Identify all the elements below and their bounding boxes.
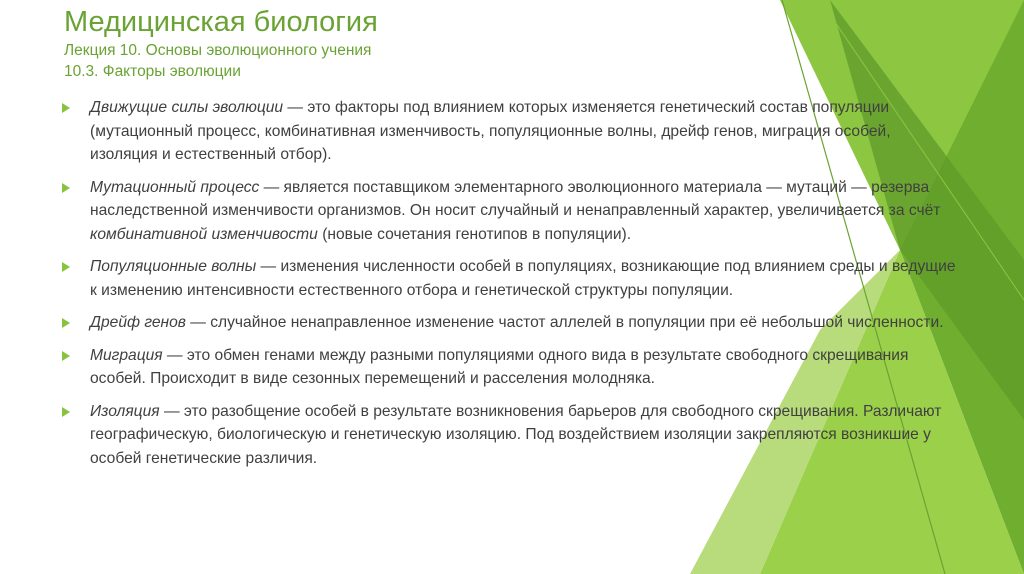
bullet-term: Дрейф генов <box>90 314 186 331</box>
bullet-text: — это факторы под влиянием которых изменяется генетический состав популяции (мутационный процесс, комбинативная изменчивость, популяционные волны, дрейф генов, миграция особей, изоляция и естественный отбор). <box>90 99 891 163</box>
bullet-term: Движущие силы эволюции <box>90 99 284 116</box>
bullet-item-isolation <box>62 400 962 471</box>
bullet-item-mutation <box>62 176 962 247</box>
bullet-text: — изменения численности особей в популяциях, возникающие под влиянием среды и ведущие к изменению интенсивности естественного отбора и генетической структуры популяции. <box>90 258 956 299</box>
lecture-subtitle: Лекция 10. Основы эволюционного учения <box>64 42 372 59</box>
title-block <box>64 4 378 82</box>
arrow-bullet-icon <box>62 262 70 272</box>
bullet-term: Миграция <box>90 346 163 364</box>
arrow-bullet-icon <box>62 103 70 113</box>
bullet-term-inline: комбинативной изменчивости <box>90 225 318 243</box>
bullet-term: Изоляция <box>90 402 160 420</box>
arrow-bullet-icon <box>62 183 70 193</box>
bullet-term: Мутационный процесс <box>90 178 260 196</box>
bullet-item-migration <box>62 344 962 391</box>
arrow-bullet-icon <box>62 407 70 417</box>
arrow-bullet-icon <box>62 318 70 328</box>
section-subtitle: 10.3. Факторы эволюции <box>64 63 241 80</box>
arrow-bullet-icon <box>62 351 70 361</box>
bullet-text: — случайное ненаправленное изменение частот аллелей в популяции при её небольшой численности. <box>185 314 944 331</box>
slide-title: Медицинская биология <box>64 6 378 38</box>
bullet-list <box>62 96 962 479</box>
bullet-text: — это обмен генами между разными популяциями одного вида в результате свободного скрещивания особей. Происходит в виде сезонных перемещений и расселения молодняка. <box>90 346 909 387</box>
bullet-term: Популяционные волны <box>90 258 257 275</box>
bullet-item-driving-forces <box>62 96 962 167</box>
bullet-text-continued: (новые сочетания генотипов в популяции). <box>317 225 632 243</box>
bullet-text: — это разобщение особей в результате возникновения барьеров для свободного скрещивания. Различают географическую, биологическую и генетическую изоляцию. Под воздействием изоляции закрепляются возникшие у особей генетические различия. <box>90 402 942 467</box>
bullet-text: — является поставщиком элементарного эволюционного материала — мутаций — резерва наследственной изменчивости организмов. Он носит случайный и ненаправленный характер, увеличивается за счёт <box>90 178 941 219</box>
bullet-item-population-waves <box>62 255 962 302</box>
bullet-item-genetic-drift <box>62 311 962 335</box>
